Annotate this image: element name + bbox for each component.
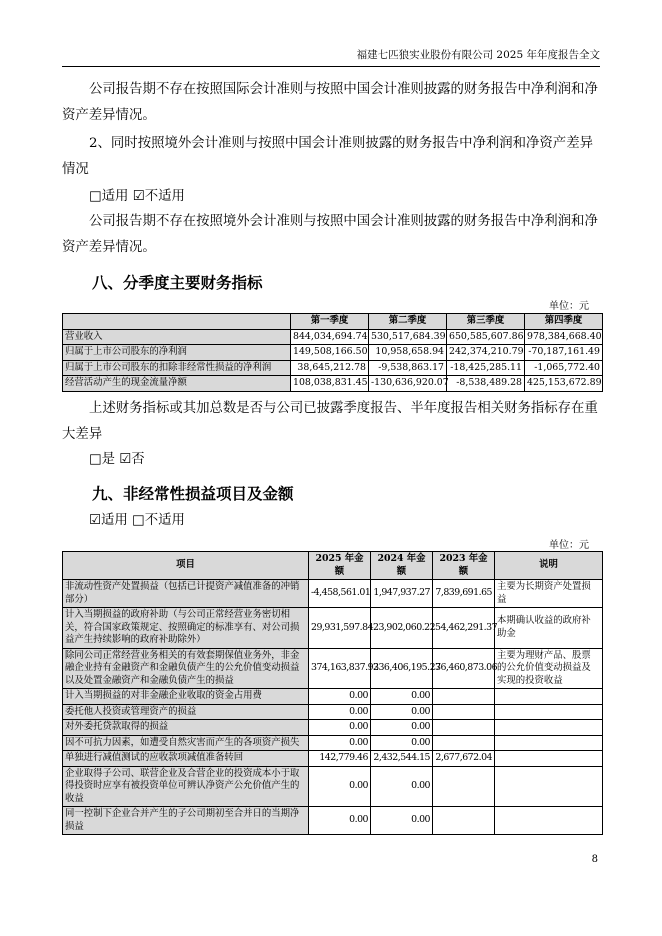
- row-label: 对外委托贷款取得的损益: [63, 720, 309, 736]
- quarterly-table: [62, 313, 603, 392]
- table-row: [63, 580, 603, 608]
- cell-value: 0.00: [309, 735, 371, 751]
- cell-value: 2,432,544.15: [371, 751, 433, 767]
- consistency-answer: □是 ☑否: [89, 452, 145, 467]
- cell-value: -18,425,285.11: [447, 360, 525, 376]
- row-label: 计入当期损益的对非金融企业收取的资金占用费: [63, 689, 309, 705]
- cell-value: 530,517,684.39: [369, 329, 447, 345]
- row-label: 非流动性资产处置损益（包括已计提资产减值准备的冲销部分）: [63, 580, 309, 608]
- table-row: [63, 704, 603, 720]
- cell-value: 0.00: [371, 704, 433, 720]
- row-label: 归属于上市公司股东的扣除非经常性损益的净利润: [63, 360, 291, 376]
- page-header: 福建七匹狼实业股份有限公司 2025 年年度报告全文: [356, 49, 600, 61]
- cell-note: [495, 751, 603, 767]
- cell-value: 10,958,658.94: [369, 345, 447, 361]
- row-label: 计入当期损益的政府补助（与公司正常经营业务密切相关，符合国家政策规定、按照确定的标准享有、对公司损益产生持续影响的政府补助除外）: [63, 608, 309, 649]
- cell-value: [433, 807, 495, 835]
- cell-note: [495, 766, 603, 807]
- column-header: 2025 年金额: [309, 552, 371, 580]
- row-label: 企业取得子公司、联营企业及合营企业的投资成本小于取得投资时应享有被投资单位可辨认净资产公允价值产生的收益: [63, 766, 309, 807]
- cell-value: -70,187,161.49: [525, 345, 603, 361]
- row-label: 同一控制下企业合并产生的子公司期初至合并日的当期净损益: [63, 807, 309, 835]
- column-header: 2024 年金额: [371, 552, 433, 580]
- table-row: [63, 751, 603, 767]
- table-row: [63, 766, 603, 807]
- cell-value: 0.00: [371, 766, 433, 807]
- table-row: [63, 376, 603, 392]
- row-label: 单独进行减值测试的应收款项减值准备转回: [63, 751, 309, 767]
- cell-value: 108,038,831.45: [291, 376, 369, 392]
- cell-note: [495, 735, 603, 751]
- table-row: [63, 689, 603, 705]
- cell-value: [433, 735, 495, 751]
- section-9-title: 九、非经常性损益项目及金额: [92, 485, 294, 503]
- cell-note: [495, 720, 603, 736]
- cell-note: [495, 807, 603, 835]
- table-row: [63, 360, 603, 376]
- cell-value: 0.00: [371, 689, 433, 705]
- table-row: [63, 329, 603, 345]
- column-header: 第二季度: [369, 314, 447, 330]
- cell-value: 149,508,166.50: [291, 345, 369, 361]
- cell-value: 2,677,672.04: [433, 751, 495, 767]
- header-rule: [62, 66, 600, 67]
- cell-value: 0.00: [309, 807, 371, 835]
- column-header: 第四季度: [525, 314, 603, 330]
- cell-value: 374,163,837.93: [309, 648, 371, 689]
- table-header-row: [63, 314, 603, 330]
- cell-value: [433, 766, 495, 807]
- table-row: [63, 648, 603, 689]
- cell-value: 0.00: [309, 720, 371, 736]
- paragraph-consistency-note: 上述财务指标或其加总数是否与公司已披露季度报告、半年度报告相关财务指标存在重大差异: [62, 401, 598, 442]
- cell-value: [433, 704, 495, 720]
- column-header: 2023 年金额: [433, 552, 495, 580]
- cell-note: [495, 689, 603, 705]
- cell-value: [433, 720, 495, 736]
- non-recurring-table: [62, 551, 603, 835]
- table-header-row: [63, 552, 603, 580]
- cell-value: 978,384,668.40: [525, 329, 603, 345]
- cell-value: 0.00: [309, 704, 371, 720]
- cell-value: -9,538,863.17: [369, 360, 447, 376]
- column-header: 第三季度: [447, 314, 525, 330]
- applicable-option-2: ☑适用 □不适用: [89, 513, 185, 528]
- paragraph-overseas-heading: 2、同时按照境外会计准则与按照中国会计准则披露的财务报告中净利润和净资产差异情况: [62, 136, 593, 177]
- cell-note: 主要为长期资产处置损益: [495, 580, 603, 608]
- table-row: [63, 720, 603, 736]
- cell-value: -8,538,489.28: [447, 376, 525, 392]
- cell-value: 23,902,060.22: [371, 608, 433, 649]
- section-9-unit: 单位：元: [549, 540, 589, 551]
- row-label: 营业收入: [63, 329, 291, 345]
- column-header: 项目: [63, 552, 309, 580]
- applicable-option-1: □适用 ☑不适用: [89, 189, 185, 204]
- cell-value: 0.00: [309, 689, 371, 705]
- row-label: 因不可抗力因素，如遭受自然灾害而产生的各项资产损失: [63, 735, 309, 751]
- paragraph-overseas-diff: 公司报告期不存在按照境外会计准则与按照中国会计准则披露的财务报告中净利润和净资产差异情况。: [62, 214, 598, 255]
- column-header: 说明: [495, 552, 603, 580]
- cell-value: 38,645,212.78: [291, 360, 369, 376]
- section-8-title: 八、分季度主要财务指标: [92, 274, 263, 292]
- table-row: [63, 807, 603, 835]
- row-label: 归属于上市公司股东的净利润: [63, 345, 291, 361]
- cell-value: -130,636,920.07: [369, 376, 447, 392]
- cell-value: 242,374,210.79: [447, 345, 525, 361]
- cell-value: 236,406,195.27: [371, 648, 433, 689]
- cell-note: 本期确认收益的政府补助金: [495, 608, 603, 649]
- cell-value: 844,034,694.74: [291, 329, 369, 345]
- column-header: 第一季度: [291, 314, 369, 330]
- cell-value: [433, 689, 495, 705]
- paragraph-ias-diff: 公司报告期不存在按照国际会计准则与按照中国会计准则披露的财务报告中净利润和净资产差异情况。: [62, 82, 598, 123]
- row-label: 委托他人投资或管理资产的损益: [63, 704, 309, 720]
- cell-value: 0.00: [371, 735, 433, 751]
- row-label: 除同公司正常经营业务相关的有效套期保值业务外，非金融企业持有金融资产和金融负债产生的公允价值变动损益以及处置金融资产和金融负债产生的损益: [63, 648, 309, 689]
- cell-value: -4,458,561.01: [309, 580, 371, 608]
- cell-value: 650,585,607.86: [447, 329, 525, 345]
- cell-value: 425,153,672.89: [525, 376, 603, 392]
- page-number: 8: [591, 854, 598, 865]
- cell-value: 54,462,291.37: [433, 608, 495, 649]
- cell-value: 7,839,691.65: [433, 580, 495, 608]
- cell-note: [495, 704, 603, 720]
- cell-value: -1,065,772.40: [525, 360, 603, 376]
- section-8-unit: 单位：元: [549, 301, 589, 312]
- cell-value: 29,931,597.84: [309, 608, 371, 649]
- table-row: [63, 608, 603, 649]
- cell-note: 主要为理财产品、股票的公允价值变动损益及实现的投资收益: [495, 648, 603, 689]
- cell-value: 1,947,937.27: [371, 580, 433, 608]
- cell-value: 0.00: [371, 807, 433, 835]
- column-header: [63, 314, 291, 330]
- table-row: [63, 345, 603, 361]
- row-label: 经营活动产生的现金流量净额: [63, 376, 291, 392]
- cell-value: 0.00: [309, 766, 371, 807]
- cell-value: 142,779.46: [309, 751, 371, 767]
- cell-value: 36,460,873.06: [433, 648, 495, 689]
- table-row: [63, 735, 603, 751]
- cell-value: 0.00: [371, 720, 433, 736]
